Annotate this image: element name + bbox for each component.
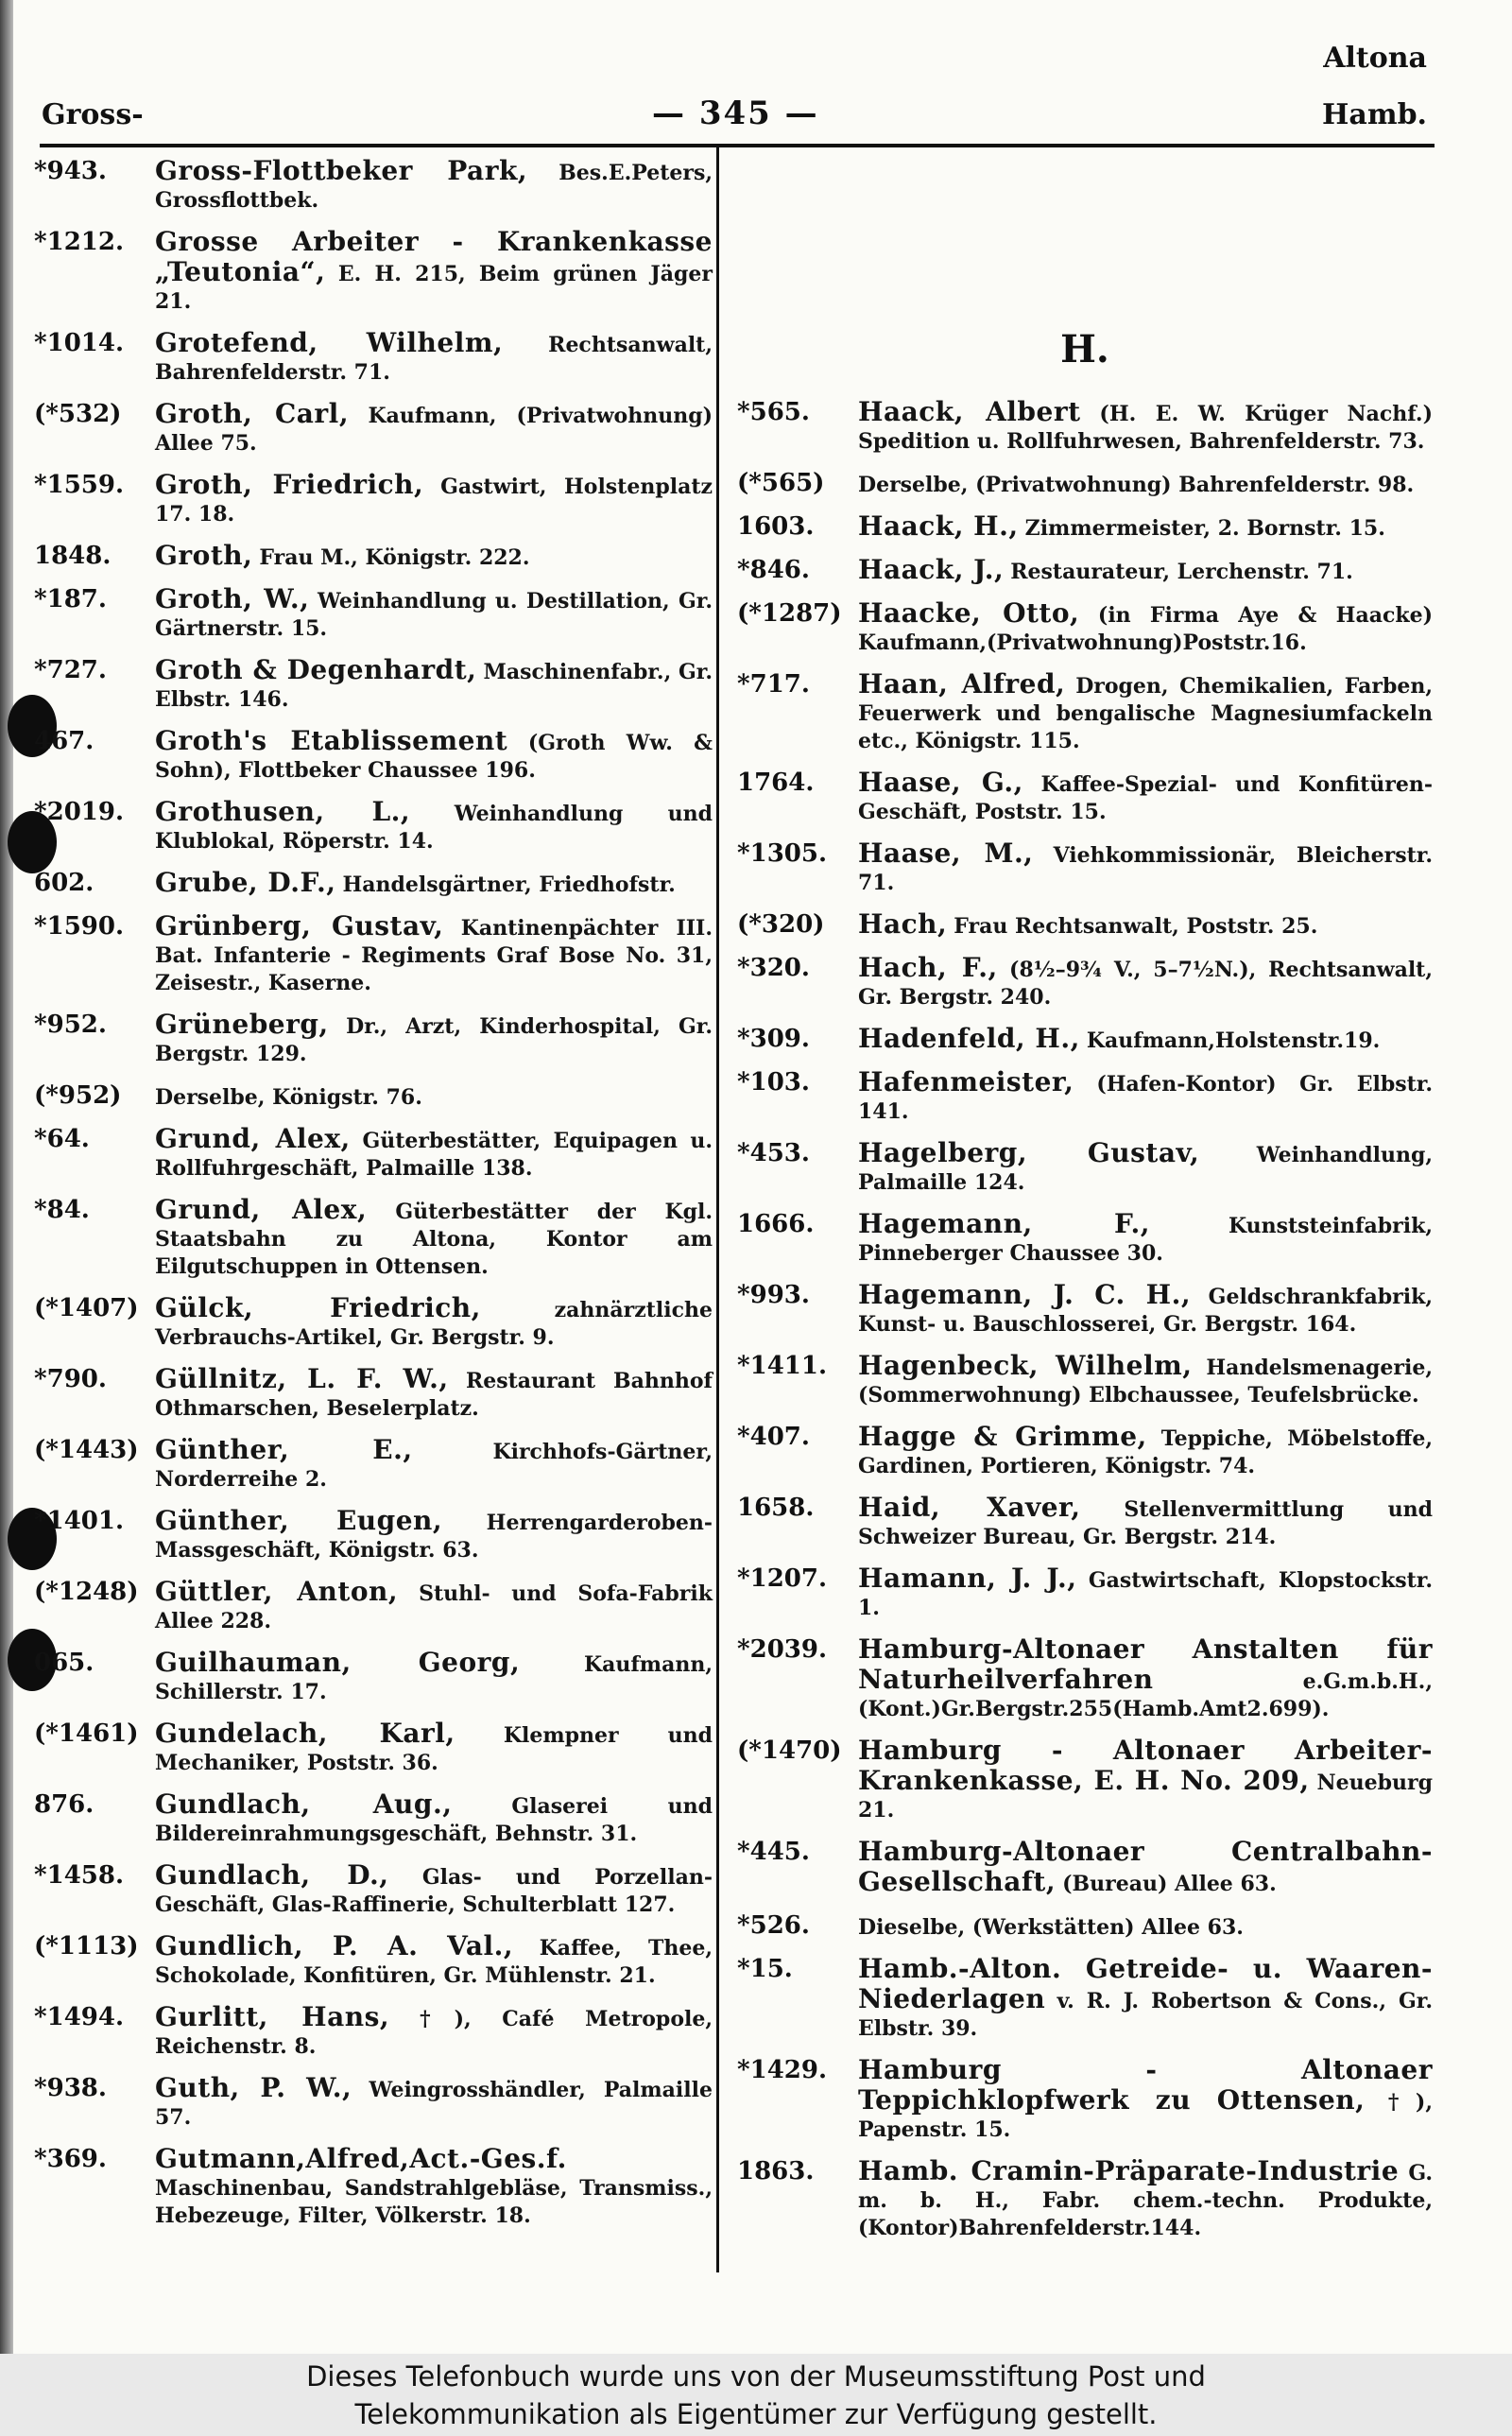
directory-entry [34,585,713,643]
entry-description: Weinhandlung u. Destillation, Gr. Gärtnerstr. 15. [155,589,713,641]
entry-description: †), Café Metropole, Reichenstr. 8. [155,2007,713,2059]
section-letter: H. [1060,327,1109,371]
directory-entry [737,599,1433,657]
directory-entry [737,839,1433,897]
entry-name: Gundelach, Karl, [155,1718,455,1749]
entry-body [155,1507,713,1564]
entry-body [858,1210,1433,1268]
entry-name: Hagemann, F., [858,1208,1150,1239]
directory-entry [34,157,713,215]
entry-description: Kaufmann, (Privatwohnung) Allee 75. [155,404,713,456]
entry-name: Groth & Degenhardt, [155,654,477,685]
entry-number: (*1113) [34,1932,139,1961]
entry-body [155,1932,713,1990]
entry-body [155,869,713,899]
entry-number: *453. [737,1139,810,1167]
entry-number: (*1470) [737,1736,842,1765]
entry-body [858,1736,1433,1824]
entry-number: *64. [34,1125,90,1153]
entry-name: Hamann, J. J., [858,1563,1077,1594]
entry-name: Gutmann,Alfred,Act.-Ges.f. [155,2143,567,2174]
entry-number: (*565) [737,469,825,497]
entry-body [155,2145,713,2230]
directory-entry [737,1955,1433,2043]
entry-body [858,1911,1433,1942]
entry-body [155,656,713,714]
entry-number: *1014. [34,329,125,357]
directory-entry [737,670,1433,755]
entry-description: Bes.E.Peters, Grossflottbek. [155,161,713,213]
directory-entry [34,1436,713,1494]
entry-body [858,1838,1433,1898]
directory-entry [34,542,713,572]
entry-body [155,2003,713,2061]
directory-entry [737,1068,1433,1126]
entry-name: Gundlach, Aug., [155,1788,453,1820]
entry-description: Kantinenpächter III. Bat. Infanterie - Regiments Graf Bose No. 31, Zeisestr., Kaserne. [155,916,713,995]
entry-description: Derselbe, Königstr. 76. [155,1085,422,1110]
entry-name: Gurlitt, Hans, [155,2001,390,2032]
entry-body [155,1861,713,1919]
entry-number: 876. [34,1790,94,1819]
entry-body [155,2074,713,2132]
entry-number: *1429. [737,2056,828,2084]
entry-body [155,1196,713,1281]
entry-name: Günther, Eugen, [155,1505,443,1536]
entry-number: *1590. [34,912,125,941]
directory-entry [737,512,1433,543]
entry-body [155,1578,713,1635]
directory-entry [737,556,1433,586]
entry-name: Grüneberg, [155,1009,329,1040]
entry-name: Groth, W., [155,583,310,614]
entry-name: Haack, H., [858,510,1019,542]
entry-description: Frau Rechtsanwalt, Poststr. 25. [954,914,1318,939]
entry-name: Groth, Friedrich, [155,469,424,500]
entry-description: Kaffee-Spezial- und Konfitüren-Geschäft, Poststr. 15. [858,772,1433,824]
directory-entry [737,1838,1433,1898]
entry-name: Groth, [155,540,253,571]
entry-description: Viehkommissionär, Bleicherstr. 71. [858,843,1433,895]
entry-number: *187. [34,585,107,613]
entry-number: (*1407) [34,1294,139,1322]
entry-number: 467. [34,727,94,755]
directory-entry [34,2003,713,2061]
entry-body [858,599,1433,657]
entry-number: (*1461) [34,1719,139,1748]
entry-description: Derselbe, (Privatwohnung) Bahrenfelderstr. 98. [858,473,1415,497]
entry-name: Gundlich, P. A. Val., [155,1930,514,1961]
entry-description: Gastwirt, Holstenplatz 17. 18. [155,475,713,527]
entry-number: 065. [34,1649,94,1677]
directory-entry [34,1011,713,1068]
entry-body [858,1564,1433,1622]
entry-number: *1207. [737,1564,828,1593]
directory-entry [34,1790,713,1848]
directory-entry [34,1294,713,1352]
entry-number: 602. [34,869,94,897]
entry-name: Gross-Flottbeker Park, [155,155,528,186]
entry-name: Hagge & Grimme, [858,1421,1147,1452]
entry-description: (in Firma Aye & Haacke) Kaufmann,(Privatwohnung)Poststr.16. [858,603,1433,655]
directory-entry [34,228,713,316]
entry-number: (*952) [34,1081,122,1110]
directory-entry [34,1578,713,1635]
directory-entry [737,769,1433,826]
entry-description: Restaurateur, Lerchenstr. 71. [1010,560,1353,584]
entry-description: e.G.m.b.H., (Kont.)Gr.Bergstr.255(Hamb.Amt2.699). [858,1669,1433,1721]
entry-description: Rechtsanwalt, Bahrenfelderstr. 71. [155,333,713,385]
entry-name: Hagemann, J. C. H., [858,1279,1192,1310]
entry-name: Gülck, Friedrich, [155,1292,481,1323]
page-number: — 345 — [652,95,819,132]
entry-number: *320. [737,954,810,982]
entry-body [858,1068,1433,1126]
entry-number: *846. [737,556,810,584]
directory-entry [34,798,713,855]
entry-description: Weinhandlung, Palmaille 124. [858,1143,1433,1195]
directory-entry [34,1719,713,1777]
directory-entry [737,2157,1433,2242]
entry-name: Hagenbeck, Wilhelm, [858,1350,1193,1381]
entry-name: Grotefend, Wilhelm, [155,327,504,358]
entry-description: Klempner und Mechaniker, Poststr. 36. [155,1723,713,1775]
entry-name: Grube, D.F., [155,867,336,898]
entry-description: Kaffee, Thee, Schokolade, Konfitüren, Gr. Mühlenstr. 21. [155,1936,713,1988]
directory-entry [737,954,1433,1011]
directory-entry [737,1281,1433,1339]
entry-body [858,1352,1433,1409]
entry-body [858,910,1433,941]
entry-description: Herrengarderoben-Massgeschäft, Königstr. 63. [155,1511,713,1563]
entry-body [155,1081,713,1112]
entry-name: Grund, Alex, [155,1123,351,1154]
right-column [737,157,1433,2255]
entry-body [155,329,713,387]
entry-body [858,954,1433,1011]
entry-number: 1658. [737,1494,815,1522]
entry-number: *1401. [34,1507,125,1535]
entry-body [858,1955,1433,2043]
entry-name: Günther, E., [155,1434,413,1465]
entry-name: Grosse Arbeiter - Krankenkasse „Teutonia“, [155,226,713,287]
directory-entry [34,1196,713,1281]
entry-number: 1848. [34,542,112,570]
directory-entry [737,910,1433,941]
directory-entry [34,1649,713,1706]
entry-description: (H. E. W. Krüger Nachf.) Spedition u. Rollfuhrwesen, Bahrenfelderstr. 73. [858,402,1433,454]
entry-body [155,471,713,528]
entry-number: *943. [34,157,107,185]
entry-description: (Groth Ww. & Sohn), Flottbeker Chaussee 196. [155,731,713,783]
entry-body [155,1790,713,1848]
entry-body [155,1011,713,1068]
entry-number: 1863. [737,2157,815,2185]
entry-name: Hamburg-Altonaer Anstalten für Naturheilverfahren [858,1633,1433,1695]
entry-description: Zimmermeister, 2. Bornstr. 15. [1024,516,1385,541]
entry-name: Grünberg, Gustav, [155,910,444,942]
entry-body [858,398,1433,456]
entry-number: *2019. [34,798,125,826]
directory-entry [737,1564,1433,1622]
directory-entry [737,1352,1433,1409]
entry-name: Hamb. Cramin-Präparate-Industrie [858,2155,1400,2186]
directory-entry [34,2145,713,2230]
entry-number: *309. [737,1025,810,1053]
footer-line-2: Telekommunikation als Eigentümer zur Verfügung gestellt. [354,2398,1158,2430]
directory-entry [737,1210,1433,1268]
directory-entry [737,1635,1433,1723]
entry-body [858,1281,1433,1339]
entry-name: Gundlach, D., [155,1859,389,1891]
directory-entry [34,1125,713,1183]
entry-description: Glas- und Porzellan-Geschäft, Glas-Raffinerie, Schulterblatt 127. [155,1865,713,1917]
header-right-word: Hamb. [1322,98,1427,131]
entry-number: *445. [737,1838,810,1866]
entry-description: G. m. b. H., Fabr. chem.-techn. Produkte,(Kontor)Bahrenfelderstr.144. [858,2161,1433,2240]
entry-description: zahnärztliche Verbrauchs-Artikel, Gr. Bergstr. 9. [155,1298,713,1350]
directory-entry [34,656,713,714]
entry-body [858,1139,1433,1197]
directory-entry [737,1423,1433,1480]
directory-entry [34,869,713,899]
entry-number: (*1443) [34,1436,139,1464]
entry-description: Güterbestätter, Equipagen u. Rollfuhrgeschäft, Palmaille 138. [155,1129,713,1181]
directory-entry [737,1736,1433,1824]
entry-number: *526. [737,1911,810,1940]
entry-body [155,157,713,215]
entry-description: Frau M., Königstr. 222. [259,545,530,570]
header-rule [40,144,1435,147]
directory-entry [34,400,713,458]
footer-line-1: Dieses Telefonbuch wurde uns von der Museumsstiftung Post und [306,2360,1206,2393]
entry-name: Güttler, Anton, [155,1576,399,1607]
column-divider [716,147,719,2272]
entry-description: Restaurant Bahnhof Othmarschen, Beselerplatz. [155,1369,713,1421]
entry-description: Stuhl- und Sofa-Fabrik Allee 228. [155,1581,713,1633]
entry-body [155,727,713,785]
entry-description: (Bureau) Allee 63. [1062,1872,1277,1896]
entry-body [858,1635,1433,1723]
entry-name: Guilhauman, Georg, [155,1647,521,1678]
entry-name: Hagelberg, Gustav, [858,1137,1200,1168]
entry-body [858,1494,1433,1551]
entry-name: Grothusen, L., [155,796,411,827]
directory-entry [34,1081,713,1112]
entry-number: *565. [737,398,810,426]
entry-description: Kaufmann,Holstenstr.19. [1086,1028,1381,1053]
entry-number: *938. [34,2074,107,2102]
entry-body [155,542,713,572]
entry-name: Hamburg - Altonaer Teppichklopfwerk zu Ottensen, [858,2054,1433,2116]
entry-name: Hamburg-Altonaer Centralbahn-Gesellschaft, [858,1836,1433,1897]
entry-body [155,1719,713,1777]
entry-number: (*320) [737,910,825,939]
entry-body [155,585,713,643]
entry-number: 1666. [737,1210,815,1238]
entry-body [858,556,1433,586]
entry-body [155,1294,713,1352]
entry-name: Guth, P. W., [155,2072,352,2103]
entry-number: *1494. [34,2003,125,2031]
entry-number: *1559. [34,471,125,499]
entry-name: Hach, [858,908,948,940]
entry-number: 1603. [737,512,815,541]
entry-name: Haase, M., [858,838,1034,869]
entry-name: Haase, G., [858,767,1023,798]
entry-number: *952. [34,1011,107,1039]
right-entry-list [737,398,1433,2242]
entry-description: Maschinenbau, Sandstrahlgebläse, Transmiss., Hebezeuge, Filter, Völkerstr. 18. [155,2176,713,2228]
entry-name: Hamb.-Alton. Getreide- u. Waaren-Niederlagen [858,1953,1433,2014]
directory-entry [737,398,1433,456]
entry-body [858,2056,1433,2144]
entry-description: Dieselbe, (Werkstätten) Allee 63. [858,1915,1244,1940]
entry-body [858,469,1433,499]
entry-name: Hafenmeister, [858,1066,1074,1097]
entry-name: Grund, Alex, [155,1194,368,1225]
entry-description: Weingrosshändler, Palmaille 57. [155,2078,713,2130]
entry-number: *1305. [737,839,828,868]
directory-entry [737,1025,1433,1055]
entry-description: Handelsgärtner, Friedhofstr. [342,872,676,897]
entry-name: Haack, Albert [858,396,1081,427]
entry-body [858,769,1433,826]
entry-number: *727. [34,656,107,684]
entry-number: *1212. [34,228,125,256]
header-left-word: Gross- [42,98,144,131]
entry-number: *717. [737,670,810,699]
entry-description: Stellenvermittlung und Schweizer Bureau, Gr. Bergstr. 214. [858,1497,1433,1549]
entry-description: Teppiche, Möbelstoffe, Gardinen, Portieren, Königstr. 74. [858,1426,1434,1478]
entry-body [155,912,713,997]
entry-description: Kaufmann, Schillerstr. 17. [155,1652,713,1704]
entry-description: Weinhandlung und Klublokal, Röperstr. 14. [155,802,713,854]
entry-description: Güterbestätter der Kgl. Staatsbahn zu Altona, Kontor am Eilgutschuppen in Ottensen. [155,1200,713,1279]
entry-name: Hach, F., [858,952,998,983]
entry-number: *407. [737,1423,810,1451]
entry-number: *993. [737,1281,810,1309]
directory-entry [737,1139,1433,1197]
entry-description: Drogen, Chemikalien, Farben, Feuerwerk und bengalische Magnesiumfackeln etc., Königstr. 115. [858,674,1433,753]
entry-body [858,670,1433,755]
directory-entry [34,329,713,387]
entry-name: Haacke, Otto, [858,597,1080,629]
directory-entry [34,912,713,997]
entry-name: Groth, Carl, [155,398,350,429]
entry-description: Neueburg 21. [858,1771,1433,1823]
directory-entry [737,2056,1433,2144]
directory-entry [34,727,713,785]
directory-entry [34,1507,713,1564]
directory-entry [737,469,1433,499]
entry-number: (*532) [34,400,122,428]
entry-body [155,1436,713,1494]
entry-number: (*1287) [737,599,842,628]
entry-body [858,1025,1433,1055]
entry-number: *369. [34,2145,107,2173]
left-column [34,157,713,2243]
entry-description: v. R. J. Robertson & Cons., Gr. Elbstr. 39. [858,1989,1433,2041]
entry-body [858,2157,1433,2242]
entry-name: Haack, J., [858,554,1005,585]
entry-description: Gastwirtschaft, Klopstockstr. 1. [858,1568,1434,1620]
entry-description: †), Papenstr. 15. [858,2090,1433,2142]
entry-number: (*1248) [34,1578,139,1606]
entry-name: Haid, Xaver, [858,1492,1081,1523]
entry-name: Haan, Alfred, [858,668,1066,700]
entry-description: Kunststeinfabrik, Pinneberger Chaussee 30. [858,1214,1433,1266]
entry-number: *84. [34,1196,90,1224]
directory-entry [34,471,713,528]
entry-number: *15. [737,1955,793,1983]
entry-name: Hamburg - Altonaer Arbeiter-Krankenkasse, E. H. No. 209, [858,1735,1433,1796]
entry-body [858,1423,1433,1480]
directory-entry [34,1932,713,1990]
entry-body [155,228,713,316]
entry-description: (8½–9¾ V., 5–7½N.), Rechtsanwalt, Gr. Bergstr. 240. [858,958,1433,1010]
entry-body [155,1649,713,1706]
entry-number: 1764. [737,769,815,797]
entry-body [858,512,1433,543]
entry-number: *103. [737,1068,810,1097]
directory-entry [737,1911,1433,1942]
directory-entry [34,1861,713,1919]
entry-name: Hadenfeld, H., [858,1023,1080,1054]
directory-entry [737,1494,1433,1551]
entry-description: Kirchhofs-Gärtner, Norderreihe 2. [155,1440,713,1492]
entry-description: Handelsmenagerie, (Sommerwohnung) Elbchaussee, Teufelsbrücke. [858,1356,1433,1408]
entry-name: Güllnitz, L. F. W., [155,1363,449,1394]
entry-number: *2039. [737,1635,828,1664]
entry-body [858,839,1433,897]
entry-body [155,400,713,458]
footer-notice [0,2354,1512,2436]
entry-description: Geldschrankfabrik, Kunst- u. Bauschlosserei, Gr. Bergstr. 164. [858,1285,1433,1337]
entry-description: Glaserei und Bildereinrahmungsgeschäft, Behnstr. 31. [155,1794,713,1846]
entry-description: (Hafen-Kontor) Gr. Elbstr. 141. [858,1072,1433,1124]
entry-name: Groth's Etablissement [155,725,508,756]
directory-entry [34,2074,713,2132]
entry-number: *1411. [737,1352,828,1380]
entry-body [155,798,713,855]
entry-description: Maschinenfabr., Gr. Elbstr. 146. [155,660,713,712]
entry-number: *1458. [34,1861,125,1890]
entry-description: E. H. 215, Beim grünen Jäger 21. [155,262,713,314]
entry-body [155,1365,713,1423]
entry-number: *790. [34,1365,107,1393]
entry-description: Dr., Arzt, Kinderhospital, Gr. Bergstr. 129. [155,1014,713,1066]
directory-entry [34,1365,713,1423]
entry-body [155,1125,713,1183]
header-city: Altona [1323,42,1427,75]
